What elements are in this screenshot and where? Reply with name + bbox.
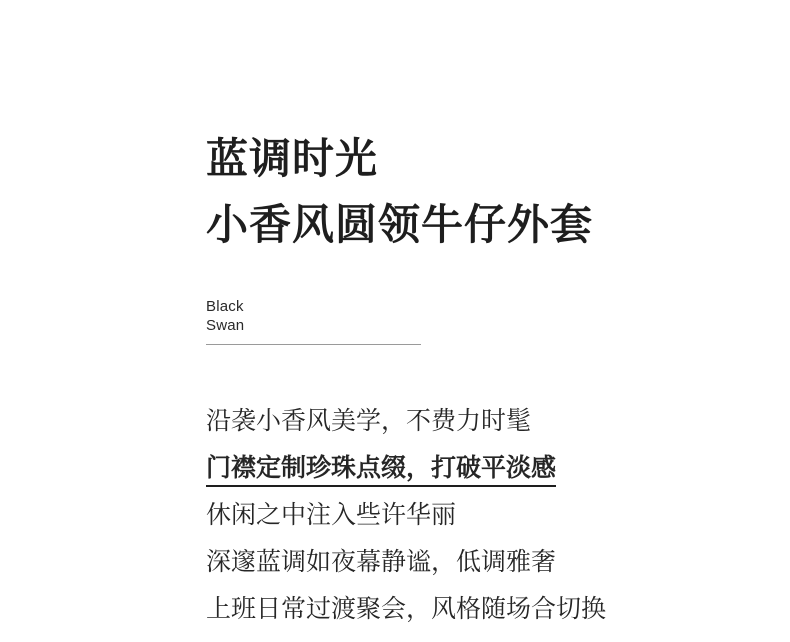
brand-line-2: Swan — [206, 317, 245, 334]
description-line-4: 深邃蓝调如夜幕静谧，低调雅奢 — [206, 547, 557, 576]
description-line-3: 休闲之中注入些许华丽 — [206, 500, 457, 529]
brand-block — [206, 297, 421, 345]
title-line-1: 蓝调时光 — [206, 134, 379, 183]
product-intro — [206, 126, 766, 632]
product-description — [206, 397, 766, 632]
brand-line-1: Black — [206, 298, 244, 315]
product-title — [206, 126, 766, 258]
description-line-2-highlighted — [206, 444, 766, 491]
description-line-2-text: 门襟定制珍珠点缀，打破平淡感 — [206, 453, 556, 487]
description-line-1: 沿袭小香风美学，不费力时髦 — [206, 406, 532, 435]
title-line-2: 小香风圆领牛仔外套 — [206, 200, 594, 249]
description-line-5: 上班日常过渡聚会，风格随场合切换 — [206, 594, 607, 623]
